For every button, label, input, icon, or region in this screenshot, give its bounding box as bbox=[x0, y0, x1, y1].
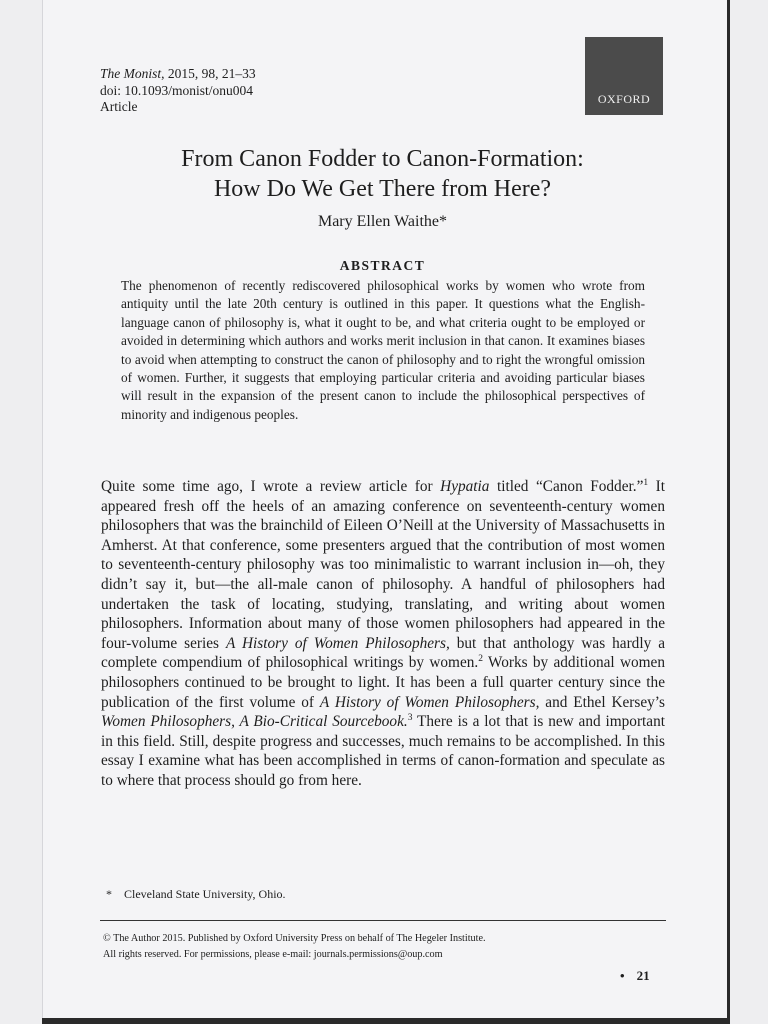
page-number bbox=[620, 968, 650, 984]
footnote-ref-1[interactable]: 1 bbox=[643, 477, 649, 488]
abstract-heading: ABSTRACT bbox=[339, 258, 426, 273]
body-text-4: but that anthology was hardly a complete compendium of philosophical writings by women. bbox=[101, 634, 665, 672]
copyright-notice bbox=[103, 931, 486, 963]
author-name: Mary Ellen Waithe* bbox=[317, 213, 448, 230]
hypatia-title: Hypatia bbox=[440, 478, 490, 495]
footnote-text: Cleveland State University, Ohio. bbox=[124, 887, 286, 901]
body-text-7: There is a lot that is new and important in this field. Still, despite progress and successes, much remains to be accomplished. In this essay I examine what has been accomplished in terms of canon-formation and speculate as to where that process should go from here. bbox=[101, 713, 665, 789]
author-affiliation-footnote bbox=[106, 887, 286, 902]
page-edge-shadow bbox=[42, 1018, 729, 1024]
journal-citation bbox=[100, 66, 256, 83]
journal-doi: doi: 10.1093/monist/onu004 bbox=[100, 82, 254, 98]
title-line-2: How Do We Get There from Here? bbox=[213, 176, 552, 202]
copyright-line-1: © The Author 2015. Published by Oxford University Press on behalf of The Hegeler Institute. bbox=[103, 933, 486, 944]
body-text-6: and Ethel Kersey’s bbox=[539, 693, 665, 711]
page-number-value: 21 bbox=[636, 968, 650, 983]
oxford-logo-text: OXFORD bbox=[597, 92, 651, 106]
body-text-1: Quite some time ago, I wrote a review article for bbox=[101, 478, 441, 495]
body-paragraph bbox=[101, 477, 665, 791]
body-text-3: It appeared fresh off the heels of an amazing conference on seventeenth-century women philosophers that was the brainchild of Eileen O’Neill at the University of Massachusetts in Amherst. At that conference, some presenters argued that the contribution of most women to seventeenth-century philosophy was too minimalistic to warrant inclusion in—oh, they didn’t say it, but—the all-male canon of philosophy. A handful of philosophers had undertaken the task of locating, studying, translating, and writing about women philosophers. Information about many of those women philosophers had appeared in the four-volume series bbox=[101, 478, 666, 652]
footer-divider bbox=[100, 920, 666, 921]
journal-name: The Monist bbox=[100, 66, 162, 81]
footnote-ref-2[interactable]: 2 bbox=[478, 654, 483, 665]
book-title-history-2: A History of Women Philosophers, bbox=[319, 693, 540, 711]
footnote-ref-3[interactable]: 3 bbox=[407, 713, 413, 724]
article-type: Article bbox=[100, 99, 138, 114]
book-title-history-1: A History of Women Philosophers, bbox=[225, 634, 450, 652]
footnote-mark: * bbox=[106, 887, 112, 901]
page-bullet: • bbox=[620, 968, 625, 983]
copyright-line-2: All rights reserved. For permissions, please e-mail: journals.permissions@oup.com bbox=[103, 949, 443, 960]
book-title-kersey: Women Philosophers, A Bio-Critical Sourcebook. bbox=[101, 713, 408, 731]
body-text-2: titled “Canon Fodder.” bbox=[489, 478, 644, 495]
journal-volume-pages: , 2015, 98, 21–33 bbox=[161, 66, 256, 81]
body-text-5: Works by additional women philosophers continued to be brought to light. It has been a full quarter century since the publication of the first volume of bbox=[101, 654, 665, 711]
article-title bbox=[100, 144, 665, 204]
oxford-logo bbox=[585, 37, 663, 115]
title-line-1: From Canon Fodder to Canon-Formation: bbox=[181, 146, 584, 172]
abstract-text: The phenomenon of recently rediscovered philosophical works by women who wrote from antiquity until the late 20th century is outlined in this paper. It questions what the English-language canon of philosophy is, what it ought to be, and what criteria ought to be employed or avoided in determining which authors and works merit inclusion in that canon. It examines biases to avoid when attempting to construct the canon of philosophy and to right the wrongful omission of women. Further, it suggests that employing particular criteria and avoiding particular biases will result in the expansion of the present canon to include the philosophical perspectives of minority and indigenous peoples. bbox=[121, 278, 645, 422]
journal-citation-block bbox=[100, 66, 256, 116]
